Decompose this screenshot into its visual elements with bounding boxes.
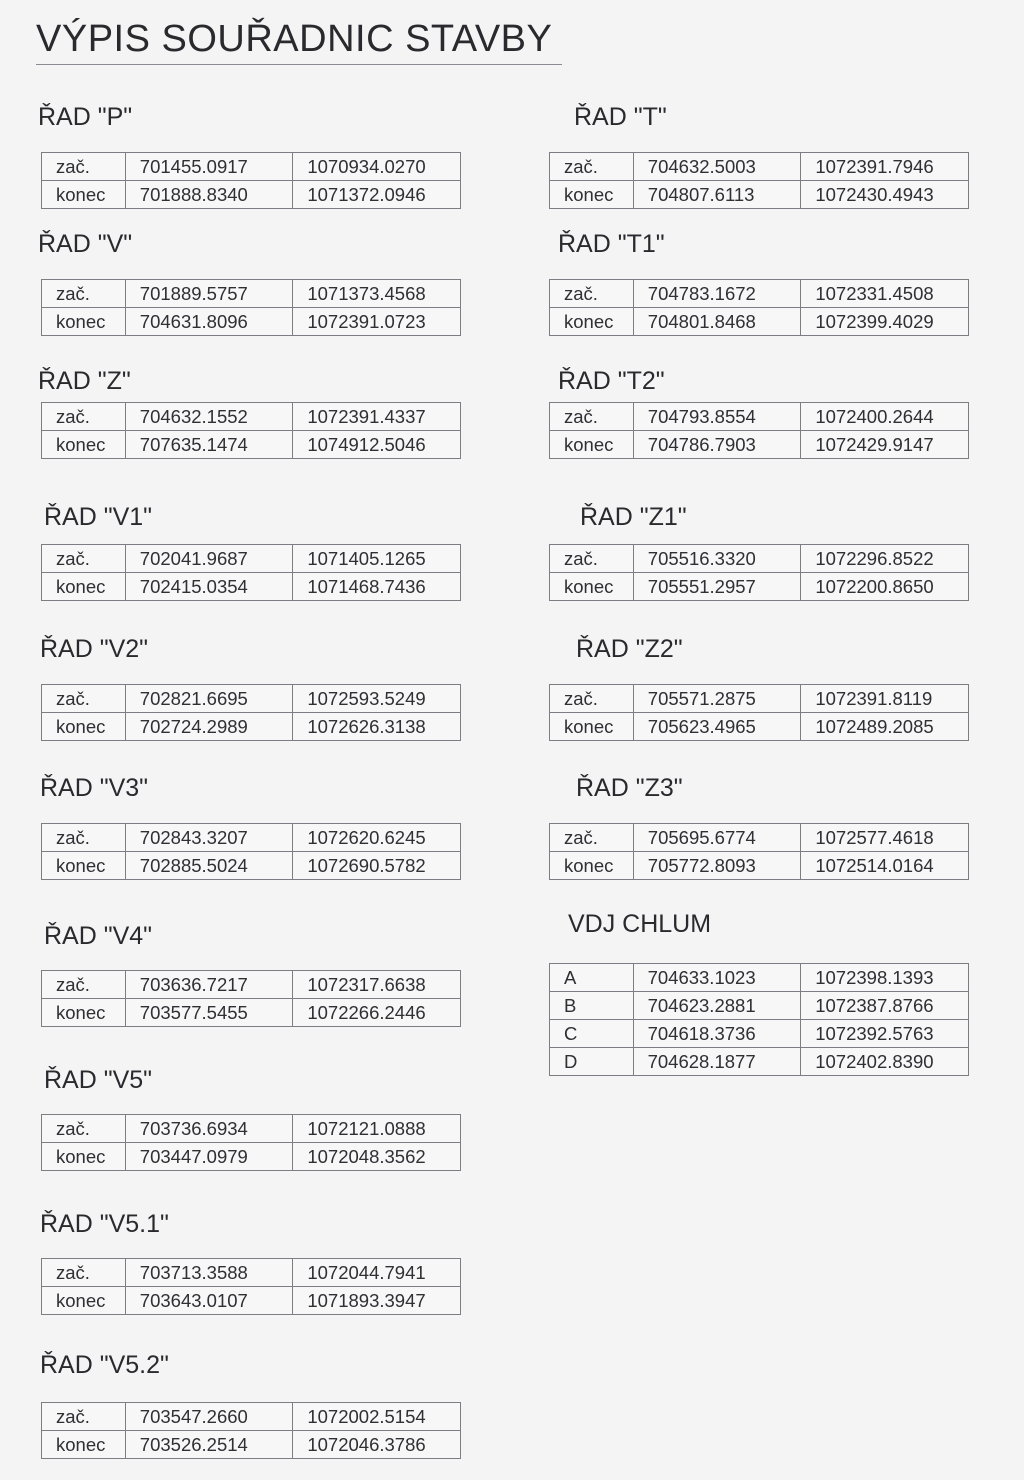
page-title: VÝPIS SOUŘADNIC STAVBY [36, 18, 553, 60]
section-heading-t2: ŘAD "T2" [558, 367, 665, 395]
table-row [550, 1048, 969, 1076]
section-heading-v4: ŘAD "V4" [44, 922, 153, 950]
section-heading-v2: ŘAD "V2" [40, 635, 149, 663]
table-row [550, 181, 969, 209]
x-coordinate: 705623.4965 [633, 713, 801, 741]
coordinate-table-v3 [41, 823, 461, 880]
y-coordinate: 1072391.8119 [801, 685, 969, 713]
x-coordinate: 704783.1672 [633, 280, 801, 308]
row-label: konec [42, 852, 126, 880]
row-label: zač. [42, 545, 126, 573]
section-heading-v: ŘAD "V" [38, 230, 133, 258]
y-coordinate: 1070934.0270 [293, 153, 461, 181]
table-row [42, 280, 461, 308]
coordinate-table-t [549, 152, 969, 209]
row-label: zač. [42, 153, 126, 181]
coordinate-table-vdj [549, 963, 969, 1076]
table-row [550, 852, 969, 880]
y-coordinate: 1072317.6638 [293, 971, 461, 999]
row-label: zač. [42, 403, 126, 431]
x-coordinate: 703577.5455 [125, 999, 293, 1027]
y-coordinate: 1072391.4337 [293, 403, 461, 431]
table-row [42, 153, 461, 181]
table-row [42, 1287, 461, 1315]
table-row [42, 1403, 461, 1431]
x-coordinate: 704618.3736 [633, 1020, 801, 1048]
y-coordinate: 1072266.2446 [293, 999, 461, 1027]
table-row [550, 153, 969, 181]
coordinate-table-t1 [549, 279, 969, 336]
table-row [42, 713, 461, 741]
row-label: konec [550, 181, 634, 209]
y-coordinate: 1072514.0164 [801, 852, 969, 880]
coordinate-table-z [41, 402, 461, 459]
table-row [42, 545, 461, 573]
table-row [42, 1431, 461, 1459]
table-row [42, 1259, 461, 1287]
row-label: konec [42, 573, 126, 601]
x-coordinate: 703736.6934 [125, 1115, 293, 1143]
table-row [550, 545, 969, 573]
coordinate-table-v2 [41, 684, 461, 741]
section-heading-z: ŘAD "Z" [38, 367, 131, 395]
y-coordinate: 1072690.5782 [293, 852, 461, 880]
coordinate-table-v [41, 279, 461, 336]
y-coordinate: 1072200.8650 [801, 573, 969, 601]
row-label: konec [550, 713, 634, 741]
x-coordinate: 702415.0354 [125, 573, 293, 601]
y-coordinate: 1072044.7941 [293, 1259, 461, 1287]
table-row [42, 824, 461, 852]
table-row [550, 280, 969, 308]
y-coordinate: 1071893.3947 [293, 1287, 461, 1315]
row-label: zač. [550, 153, 634, 181]
y-coordinate: 1072400.2644 [801, 403, 969, 431]
row-label: zač. [42, 971, 126, 999]
row-label: zač. [550, 280, 634, 308]
coordinate-table-t2 [549, 402, 969, 459]
y-coordinate: 1072121.0888 [293, 1115, 461, 1143]
row-label: konec [550, 308, 634, 336]
coordinate-table-v1 [41, 544, 461, 601]
row-label: konec [42, 713, 126, 741]
y-coordinate: 1072331.4508 [801, 280, 969, 308]
x-coordinate: 702821.6695 [125, 685, 293, 713]
row-label: zač. [42, 1259, 126, 1287]
section-heading-v3: ŘAD "V3" [40, 774, 149, 802]
x-coordinate: 703643.0107 [125, 1287, 293, 1315]
table-row [42, 403, 461, 431]
x-coordinate: 705516.3320 [633, 545, 801, 573]
row-label: C [550, 1020, 634, 1048]
x-coordinate: 702843.3207 [125, 824, 293, 852]
table-row [550, 713, 969, 741]
y-coordinate: 1072489.2085 [801, 713, 969, 741]
coordinate-table-v4 [41, 970, 461, 1027]
row-label: zač. [550, 403, 634, 431]
row-label: konec [42, 181, 126, 209]
x-coordinate: 703447.0979 [125, 1143, 293, 1171]
y-coordinate: 1072620.6245 [293, 824, 461, 852]
table-row [550, 1020, 969, 1048]
row-label: A [550, 964, 634, 992]
x-coordinate: 703547.2660 [125, 1403, 293, 1431]
row-label: D [550, 1048, 634, 1076]
y-coordinate: 1072387.8766 [801, 992, 969, 1020]
table-row [550, 403, 969, 431]
x-coordinate: 701455.0917 [125, 153, 293, 181]
row-label: zač. [42, 1403, 126, 1431]
y-coordinate: 1072577.4618 [801, 824, 969, 852]
table-row [550, 685, 969, 713]
table-row [550, 431, 969, 459]
y-coordinate: 1072391.0723 [293, 308, 461, 336]
table-row [42, 685, 461, 713]
row-label: zač. [42, 1115, 126, 1143]
x-coordinate: 701889.5757 [125, 280, 293, 308]
row-label: konec [42, 999, 126, 1027]
x-coordinate: 705772.8093 [633, 852, 801, 880]
coordinate-table-p [41, 152, 461, 209]
table-row [550, 992, 969, 1020]
row-label: konec [550, 573, 634, 601]
table-row [42, 1143, 461, 1171]
row-label: B [550, 992, 634, 1020]
section-heading-z3: ŘAD "Z3" [576, 774, 683, 802]
x-coordinate: 704801.8468 [633, 308, 801, 336]
y-coordinate: 1071373.4568 [293, 280, 461, 308]
y-coordinate: 1072430.4943 [801, 181, 969, 209]
section-heading-v51: ŘAD "V5.1" [40, 1210, 169, 1238]
x-coordinate: 704631.8096 [125, 308, 293, 336]
y-coordinate: 1072046.3786 [293, 1431, 461, 1459]
y-coordinate: 1072392.5763 [801, 1020, 969, 1048]
table-row [42, 971, 461, 999]
x-coordinate: 704628.1877 [633, 1048, 801, 1076]
y-coordinate: 1072048.3562 [293, 1143, 461, 1171]
coordinate-table-z3 [549, 823, 969, 880]
row-label: konec [550, 431, 634, 459]
row-label: konec [550, 852, 634, 880]
table-row [42, 1115, 461, 1143]
x-coordinate: 704632.5003 [633, 153, 801, 181]
x-coordinate: 705551.2957 [633, 573, 801, 601]
x-coordinate: 707635.1474 [125, 431, 293, 459]
x-coordinate: 703526.2514 [125, 1431, 293, 1459]
section-heading-v52: ŘAD "V5.2" [40, 1351, 169, 1379]
row-label: konec [42, 1143, 126, 1171]
coordinate-table-z2 [549, 684, 969, 741]
x-coordinate: 701888.8340 [125, 181, 293, 209]
y-coordinate: 1071405.1265 [293, 545, 461, 573]
y-coordinate: 1071372.0946 [293, 181, 461, 209]
table-row [42, 852, 461, 880]
x-coordinate: 704807.6113 [633, 181, 801, 209]
y-coordinate: 1072626.3138 [293, 713, 461, 741]
y-coordinate: 1072429.9147 [801, 431, 969, 459]
x-coordinate: 702041.9687 [125, 545, 293, 573]
table-row [550, 308, 969, 336]
row-label: zač. [550, 824, 634, 852]
row-label: zač. [550, 545, 634, 573]
table-row [550, 824, 969, 852]
section-heading-p: ŘAD "P" [38, 103, 133, 131]
row-label: zač. [42, 824, 126, 852]
section-heading-z2: ŘAD "Z2" [576, 635, 683, 663]
row-label: konec [42, 1287, 126, 1315]
table-row [550, 573, 969, 601]
y-coordinate: 1072296.8522 [801, 545, 969, 573]
y-coordinate: 1071468.7436 [293, 573, 461, 601]
y-coordinate: 1072399.4029 [801, 308, 969, 336]
y-coordinate: 1072002.5154 [293, 1403, 461, 1431]
x-coordinate: 704633.1023 [633, 964, 801, 992]
x-coordinate: 703636.7217 [125, 971, 293, 999]
x-coordinate: 705695.6774 [633, 824, 801, 852]
coordinate-table-v51 [41, 1258, 461, 1315]
coordinate-table-v52 [41, 1402, 461, 1459]
y-coordinate: 1072391.7946 [801, 153, 969, 181]
table-row [42, 181, 461, 209]
coordinate-table-v5 [41, 1114, 461, 1171]
x-coordinate: 704623.2881 [633, 992, 801, 1020]
y-coordinate: 1072593.5249 [293, 685, 461, 713]
section-heading-v5: ŘAD "V5" [44, 1066, 153, 1094]
y-coordinate: 1072398.1393 [801, 964, 969, 992]
table-row [550, 964, 969, 992]
x-coordinate: 705571.2875 [633, 685, 801, 713]
table-row [42, 431, 461, 459]
section-heading-t: ŘAD "T" [574, 103, 667, 131]
table-row [42, 308, 461, 336]
row-label: konec [42, 431, 126, 459]
x-coordinate: 704786.7903 [633, 431, 801, 459]
row-label: zač. [550, 685, 634, 713]
x-coordinate: 702724.2989 [125, 713, 293, 741]
table-row [42, 573, 461, 601]
row-label: zač. [42, 685, 126, 713]
x-coordinate: 704793.8554 [633, 403, 801, 431]
x-coordinate: 703713.3588 [125, 1259, 293, 1287]
y-coordinate: 1074912.5046 [293, 431, 461, 459]
x-coordinate: 704632.1552 [125, 403, 293, 431]
section-heading-t1: ŘAD "T1" [558, 230, 665, 258]
row-label: konec [42, 1431, 126, 1459]
row-label: zač. [42, 280, 126, 308]
x-coordinate: 702885.5024 [125, 852, 293, 880]
section-heading-z1: ŘAD "Z1" [580, 503, 687, 531]
row-label: konec [42, 308, 126, 336]
table-row [42, 999, 461, 1027]
section-heading-vdj: VDJ CHLUM [568, 910, 712, 938]
title-underline [36, 64, 562, 65]
y-coordinate: 1072402.8390 [801, 1048, 969, 1076]
section-heading-v1: ŘAD "V1" [44, 503, 153, 531]
coordinate-table-z1 [549, 544, 969, 601]
